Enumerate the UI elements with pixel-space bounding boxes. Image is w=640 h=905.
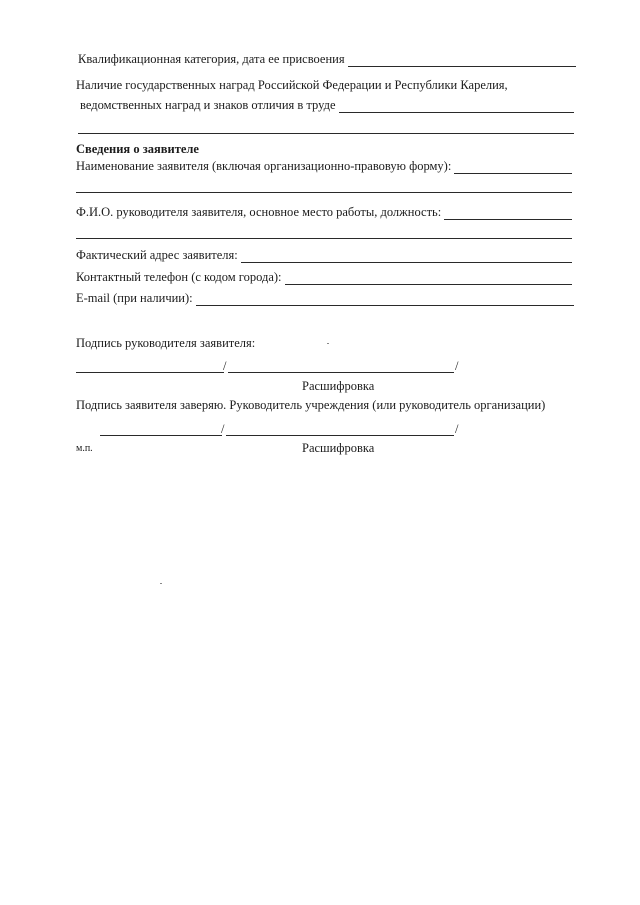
cert-signature-slash-2: / [455,422,459,436]
address-field[interactable] [241,251,572,263]
applicant-name-label: Наименование заявителя (включая организационно-правовую форму): [76,159,452,173]
email-field[interactable] [196,294,574,306]
phone-field[interactable] [285,273,572,285]
cert-decoding-label: Расшифровка [302,441,375,455]
applicant-name-row [76,159,572,174]
scan-speck [327,343,329,344]
head-signature-slash-2: / [455,359,459,373]
cert-signature-line[interactable] [100,435,222,436]
phone-label: Контактный телефон (с кодом города): [76,270,282,284]
awards-field[interactable] [339,101,575,113]
applicant-head-row [76,205,572,220]
awards-line1: Наличие государственных наград Российской Федерации и Республики Карелия, [76,78,508,92]
stamp-label: м.п. [76,443,93,454]
phone-row [76,270,572,285]
applicant-head-field[interactable] [444,208,572,220]
address-label: Фактический адрес заявителя: [76,248,238,262]
email-row [76,291,574,306]
cert-decoding-line[interactable] [226,435,454,436]
awards-row [80,98,574,113]
head-signature-slash-1: / [223,359,227,373]
applicant-head-label: Ф.И.О. руководителя заявителя, основное место работы, должность: [76,205,442,219]
qualification-label: Квалификационная категория, дата ее присвоения [78,52,345,66]
certification-text: Подпись заявителя заверяю. Руководитель учреждения (или руководитель организации) [76,398,546,412]
cert-signature-slash-1: / [221,422,225,436]
head-signature-line[interactable] [76,372,224,373]
qualification-row [78,52,576,67]
head-signature-label: Подпись руководителя заявителя: [76,336,256,350]
applicant-heading: Сведения о заявителе [76,142,199,156]
email-label: E-mail (при наличии): [76,291,193,305]
head-decoding-label: Расшифровка [302,379,375,393]
head-decoding-line[interactable] [228,372,454,373]
applicant-head-continuation-line[interactable] [76,238,572,239]
awards-continuation-line[interactable] [78,133,574,134]
applicant-name-continuation-line[interactable] [76,192,572,193]
awards-line2-label: ведомственных наград и знаков отличия в труде [80,98,336,112]
applicant-name-field[interactable] [454,162,572,174]
qualification-field[interactable] [348,55,576,67]
scan-speck [160,583,162,584]
address-row [76,248,572,263]
